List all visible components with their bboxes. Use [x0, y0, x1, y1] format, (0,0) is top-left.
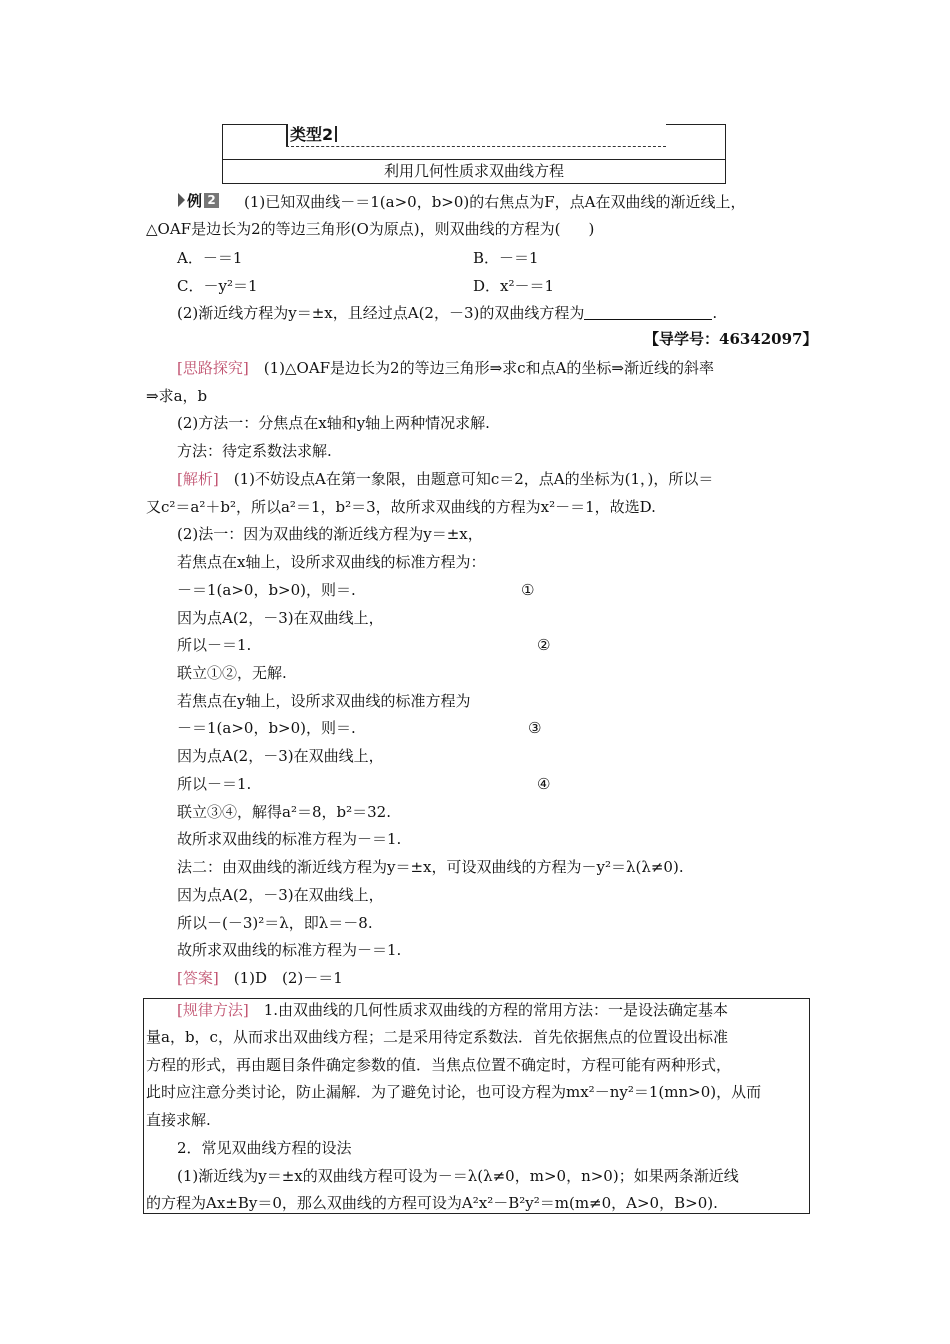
- section-subtitle: 利用几何性质求双曲线方程: [383, 162, 564, 180]
- header-border-top-right: [666, 124, 726, 125]
- answer-line: [答案] (1)D (2)－＝1: [177, 969, 343, 987]
- thinking-line2: ⇒求a，b: [146, 387, 208, 405]
- example-tag-number: 2: [204, 193, 219, 208]
- option-b: B．－＝1: [473, 249, 539, 267]
- equation-mark-3: ③: [528, 719, 542, 737]
- analysis-line13: 联立③④，解得a²＝8，b²＝32.: [177, 803, 391, 821]
- analysis-line16: 因为点A(2，－3)在双曲线上，: [177, 886, 384, 904]
- example-tag-label: 例: [187, 191, 203, 210]
- option-a: A．－＝1: [177, 249, 243, 267]
- rule-line4: 此时应注意分类讨论，防止漏解．为了避免讨论，也可设方程为mx²－ny²＝1(mn>0)，从而: [146, 1083, 762, 1101]
- rule-line3: 方程的形式，再由题目条件确定参数的值．当焦点位置不确定时，方程可能有两种形式，: [146, 1056, 732, 1074]
- analysis-line11: 因为点A(2，－3)在双曲线上，: [177, 747, 384, 765]
- header-dashed-line: [286, 146, 666, 147]
- header-border-top-left: [222, 124, 286, 125]
- analysis-line17: 所以－(－3)²＝λ，即λ＝－8.: [177, 914, 373, 932]
- analysis-line6: 因为点A(2，－3)在双曲线上，: [177, 609, 384, 627]
- equation-mark-2: ②: [537, 636, 551, 654]
- option-d: D．x²－＝1: [473, 277, 555, 295]
- rule-line1: [规律方法] 1.由双曲线的几何性质求双曲线的方程的常用方法：一是设法确定基本: [177, 1001, 729, 1019]
- answer-blank: [584, 305, 712, 320]
- rule-line7: (1)渐近线为y＝±x的双曲线方程可设为－＝λ(λ≠0，m>0，n>0)；如果两条渐近线: [177, 1167, 739, 1185]
- analysis-line10: －＝1(a>0，b>0)，则＝.: [177, 719, 356, 737]
- equation-mark-1: ①: [521, 581, 535, 599]
- rule-line8: 的方程为Ax±By＝0，那么双曲线的方程可设为A²x²－B²y²＝m(m≠0，A>0，B>0).: [146, 1194, 718, 1212]
- analysis-line2: 又c²＝a²＋b²，所以a²＝1，b²＝3，故所求双曲线的方程为x²－＝1，故选D.: [146, 498, 656, 516]
- analysis-line18: 故所求双曲线的标准方程为－＝1.: [177, 941, 402, 959]
- analysis-line14: 故所求双曲线的标准方程为－＝1.: [177, 830, 402, 848]
- question1-line1: (1)已知双曲线－＝1(a>0，b>0)的右焦点为F，点A在双曲线的渐近线上，: [244, 193, 746, 211]
- section-header: [222, 124, 726, 184]
- analysis-line3: (2)法一：因为双曲线的渐近线方程为y＝±x，: [177, 525, 483, 543]
- thinking-label: [思路探究]: [177, 359, 249, 377]
- analysis-line7: 所以－＝1.: [177, 636, 252, 654]
- option-c: C．－y²＝1: [177, 277, 258, 295]
- answer-label: [答案]: [177, 969, 219, 987]
- analysis-label: [解析]: [177, 470, 219, 488]
- analysis-line15: 法二：由双曲线的渐近线方程为y＝±x，可设双曲线的方程为－y²＝λ(λ≠0).: [177, 858, 684, 876]
- analysis-line5: －＝1(a>0，b>0)，则＝.: [177, 581, 356, 599]
- example-tag: [178, 190, 219, 210]
- rule-line5: 直接求解.: [146, 1111, 211, 1129]
- thinking-line1: [思路探究] (1)△OAF是边长为2的等边三角形⇒求c和点A的坐标⇒渐近线的斜率: [177, 359, 714, 377]
- rule-label: [规律方法]: [177, 1001, 249, 1019]
- question2: (2)渐近线方程为y＝±x，且经过点A(2，－3)的双曲线方程为 .: [177, 304, 718, 322]
- section-type-label: 类型2: [286, 124, 337, 146]
- analysis-line12: 所以－＝1.: [177, 775, 252, 793]
- analysis-line9: 若焦点在y轴上，设所求双曲线的标准方程为: [177, 692, 471, 710]
- equation-mark-4: ④: [537, 775, 551, 793]
- analysis-line4: 若焦点在x轴上，设所求双曲线的标准方程为：: [177, 553, 486, 571]
- triangle-marker-icon: [178, 193, 185, 207]
- analysis-line8: 联立①②，无解.: [177, 664, 287, 682]
- rule-line2: 量a，b，c，从而求出双曲线方程；二是采用待定系数法．首先依据焦点的位置设出标准: [146, 1028, 728, 1046]
- question1-line2: △OAF是边长为2的等边三角形(O为原点)，则双曲线的方程为( ): [146, 220, 595, 238]
- rule-line6: 2．常见双曲线方程的设法: [177, 1139, 352, 1157]
- thinking-line3: (2)方法一：分焦点在x轴和y轴上两种情况求解.: [177, 414, 490, 432]
- header-border-bottom: [222, 183, 726, 184]
- thinking-line4: 方法：待定系数法求解.: [177, 442, 332, 460]
- analysis-line1: [解析] (1)不妨设点A在第一象限，由题意可知c＝2，点A的坐标为(1，)，所以＝: [177, 470, 714, 488]
- reference-number: 【导学号：46342097】: [644, 330, 818, 348]
